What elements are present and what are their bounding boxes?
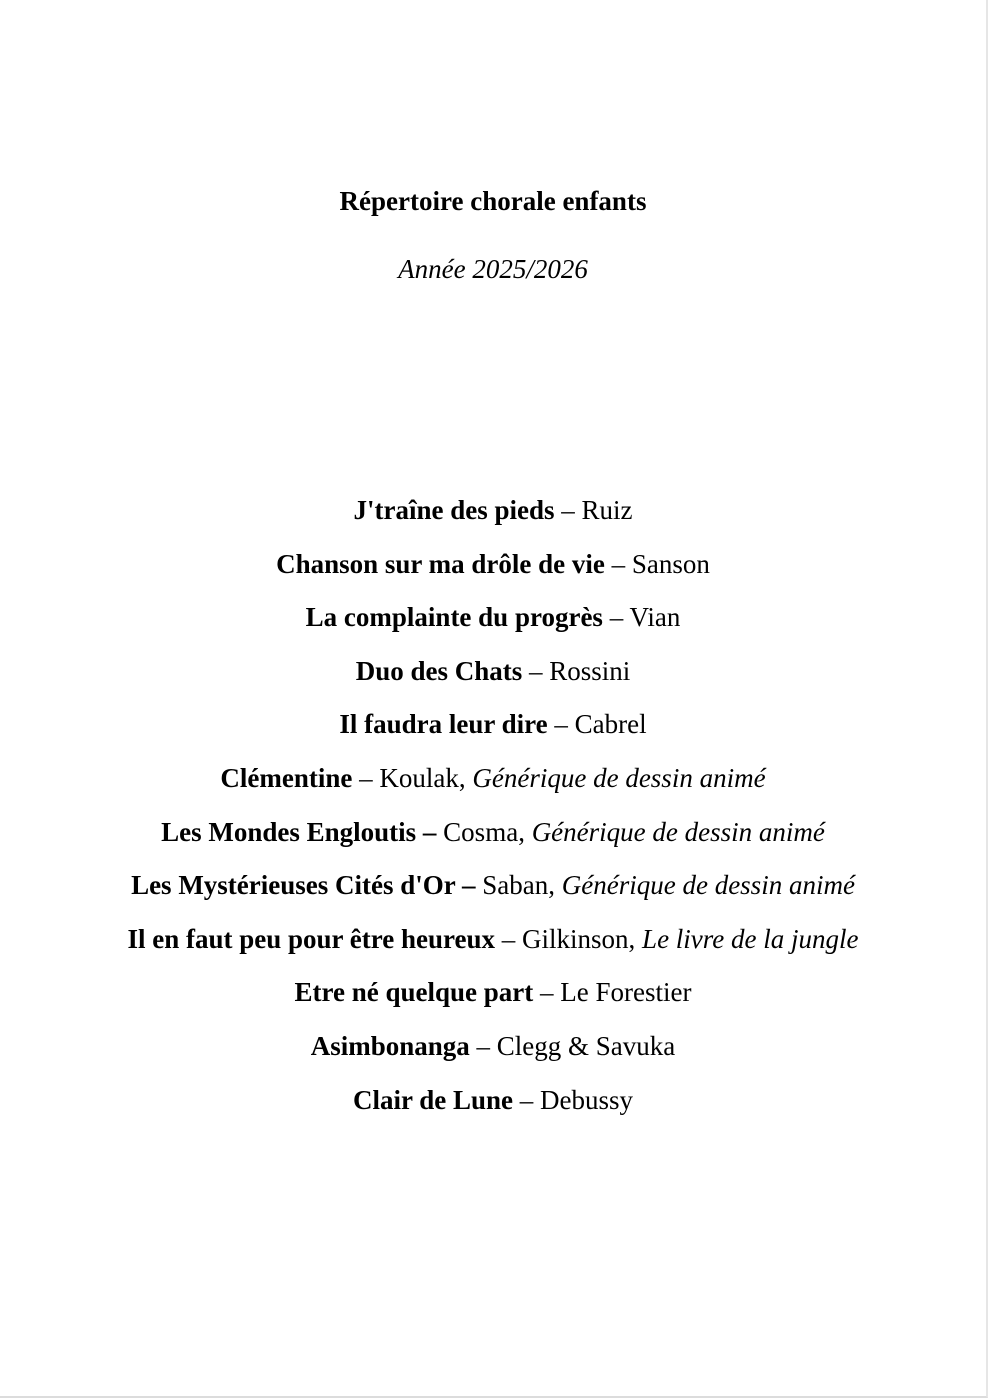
song-composer: Debussy [540,1084,634,1115]
song-title: Il faudra leur dire [339,709,548,740]
song-title: Les Mystérieuses Cités d'Or [131,870,456,901]
song-composer: Cabrel [574,709,647,740]
song-composer: Ruiz [581,495,633,525]
song-composer: Saban [482,870,549,901]
song-title: J'traîne des pieds [353,495,555,525]
song-item [0,759,986,813]
song-comma: , [518,816,532,847]
song-item [0,1027,986,1081]
song-title: Duo des Chats [355,655,523,686]
song-composer: Rossini [549,655,631,686]
song-title: Chanson sur ma drôle de vie [276,548,605,579]
song-title: Clair de Lune [352,1084,514,1115]
song-separator: – [513,1084,541,1115]
song-comma: , [458,762,473,793]
song-item [0,491,986,545]
song-separator: – [416,816,444,847]
song-title: La complainte du progrès [305,602,603,633]
song-composer: Cosma [443,816,519,847]
song-separator: – [554,495,582,525]
song-composer: Sanson [631,548,710,579]
song-title: Il en faut peu pour être heureux [127,923,496,954]
song-item [0,973,986,1027]
song-list [0,491,986,1134]
song-title: Asimbonanga [310,1030,470,1061]
song-composer: Vian [629,602,681,633]
song-item [0,920,986,974]
song-title: Clémentine [220,762,353,793]
song-item [0,1081,986,1135]
song-separator: – [495,923,523,954]
song-composer: Le Forestier [560,977,692,1008]
song-item [0,598,986,652]
song-separator: – [522,655,550,686]
song-comma: , [628,923,643,954]
song-item [0,813,986,867]
document-title: Répertoire chorale enfants [339,186,647,216]
song-composer: Koulak [379,762,459,793]
song-title: Etre né quelque part [294,977,534,1008]
song-separator: – [455,870,483,901]
song-separator: – [352,762,380,793]
song-note: Générique de dessin animé [472,762,766,793]
song-comma: , [548,870,562,901]
song-note: Générique de dessin animé [561,870,855,901]
song-separator: – [469,1030,497,1061]
song-separator: – [602,602,630,633]
song-item [0,545,986,599]
song-note: Le livre de la jungle [642,923,859,954]
song-separator: – [533,977,561,1008]
song-composer: Clegg & Savuka [496,1030,676,1061]
song-composer: Gilkinson [522,923,629,954]
song-item [0,866,986,920]
document-subtitle: Année 2025/2026 [398,254,588,284]
song-item [0,652,986,706]
song-note: Générique de dessin animé [531,816,825,847]
song-title: Les Mondes Engloutis [161,816,417,847]
song-item [0,705,986,759]
song-separator: – [604,548,632,579]
song-separator: – [547,709,575,740]
